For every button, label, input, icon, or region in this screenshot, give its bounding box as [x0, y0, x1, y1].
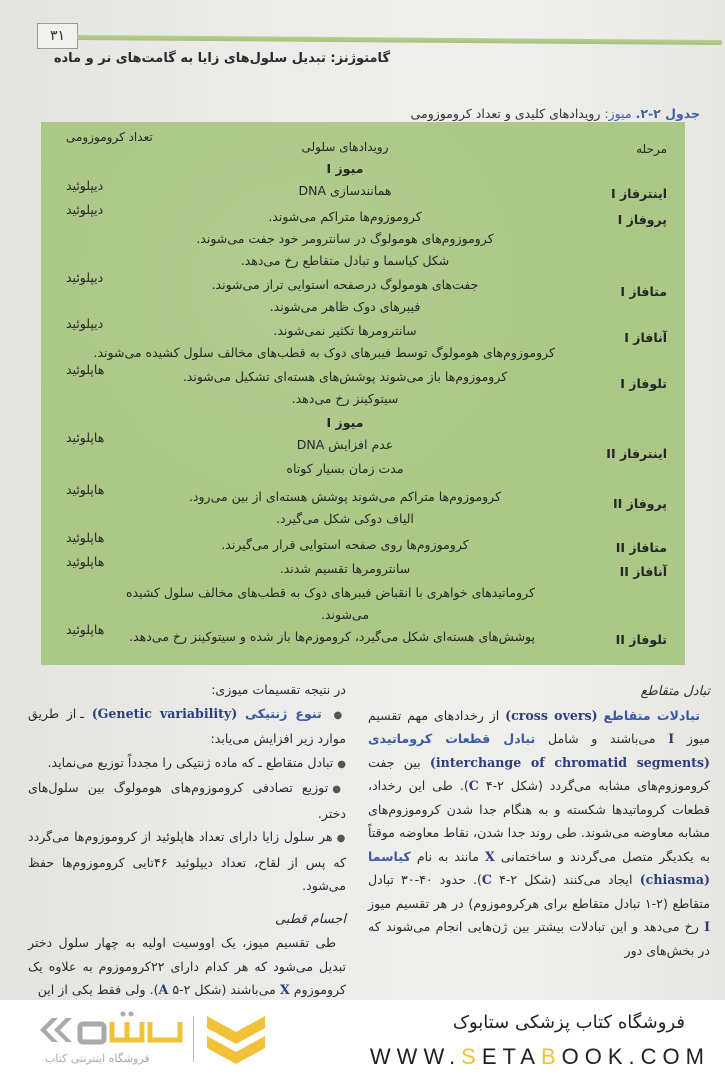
col-header-events: رویدادهای سلولی	[301, 140, 389, 154]
crossover-paragraph: تبادلات متقاطع (cross overs) از رخدادهای مهم تقسیم میوز I می‌باشند و شامل تبادل قطعات کروماتیدی (interchange of chromatid segments) بین جفت کروموزوم‌های مشابه می‌گردد (شکل C ۴-۲). طی این رخداد، قطعات کروماتیدها شکسته و به هنگام جدا شدن کروموزوم‌های مشابه معاوضه می‌شوند. طی روند جدا شدن، نقاط معاوضه موقتاً به یکدیگر متصل می‌گردند و ساختمانی X مانند به نام کیاسما (chiasma) ایجاد می‌کنند (شکل C ۴-۲). حدود ۴۰-۳۰ تبادل متقاطع (۲-۱ تبادل متقاطع برای هرکروموزوم) در هر تقسیم میوز I رخ می‌دهد و این تبادلات بیشتر بین ژن‌هایی انجام می‌شوند که در بخش‌های دور	[368, 707, 710, 958]
store-url[interactable]: WWW.SETABOOK.COM	[369, 1044, 710, 1069]
section-title-polar-bodies: اجسام قطبی	[274, 911, 346, 927]
left-column	[28, 678, 346, 1002]
right-column	[368, 680, 710, 962]
caption-label: جدول ۲-۲.	[635, 106, 700, 121]
col-header-stage: مرحله	[636, 142, 667, 156]
caption-text: رویدادهای کلیدی و تعداد کروموزومی	[410, 106, 601, 121]
meiosis-table: مرحله رویدادهای سلولی تعداد کروموزومی میوز I اینترفاز I همانندسازی DNA دیپلوئید پروفاز I کروموزوم‌ها متراکم می‌شوند. کروموزوم‌های هومولوگ در سانترومر خود جفت می‌شوند. شکل کیاسما و تبادل متقاطع رخ می‌دهد. دیپلوئید متافاز I جفت‌های هومولوگ درصفحه استوایی تراز می‌شوند. فیبرهای دوک ظاهر می‌شوند. دیپلوئید آنافاز I سانترومرها تکثیر نمی‌شوند. کروموزوم‌های هومولوگ توسط فیبرهای دوک به قطب‌های مخالف سلول کشیده می‌شوند. دیپلوئید تلوفاز I کروموزوم‌ها باز می‌شوند پوشش‌های هسته‌ای تشکیل می‌شوند. سیتوکینز رخ می‌دهد. هاپلوئید میوز I اینترفاز II عدم افزایش DNA مدت زمان بسیار کوتاه هاپلوئید پروفاز II کروموزوم‌ها متراکم می‌شوند پوشش هسته‌ای از بین می‌رود. الیاف دوکی شکل می‌گیرد. هاپلوئید متافاز II کروموزوم‌ها روی صفحه استوایی قرار می‌گیرند. هاپلوئید آنافاز II سانترومرها تقسیم شدند. کروماتیدهای خواهری با انقباض فیبرهای دوک به قطب‌های مخالف سلول کشیده می‌شوند. هاپلوئید تلوفاز II پوشش‌های هسته‌ای شکل می‌گیرد، کروموزم‌ها باز شده و سیتوکینز رخ می‌دهد. هاپلوئید	[41, 122, 685, 665]
bullet-genetic-variability: ● تنوع ژنتیکی (Genetic variability) ـ از طریق موارد زیر افزایش می‌یابد:	[28, 702, 346, 751]
running-title: گامتوژنز: تبدیل سلول‌های زایا به گامت‌های نر و ماده	[53, 51, 390, 66]
section-title-crossover: تبادل متقاطع	[640, 684, 710, 699]
store-name: فروشگاه کتاب پزشکی ستابوک	[452, 1012, 685, 1033]
results-intro: در نتیجه تقسیمات میوزی:	[211, 682, 346, 697]
setabook-chevron-icon	[205, 1012, 267, 1068]
table-caption	[411, 106, 700, 121]
polar-bodies-paragraph: طی تقسیم میوز، یک اووسیت اولیه به چهار سلول دختر تبدیل می‌شود که هر کدام دارای ۲۲کروموزوم به علاوه یک کروموزوم X می‌باشند (شکل A ۵-۲). ولی فقط یکی از این	[28, 935, 347, 997]
logo-divider	[193, 1016, 194, 1062]
bullet-crossover: ● تبادل متقاطع ـ که ماده ژنتیکی را مجدداً توزیع می‌نماید.	[28, 751, 346, 777]
caption-topic: میوز:	[604, 106, 632, 121]
col-header-count: تعداد کروموزومی	[66, 130, 153, 144]
header-rule	[77, 35, 722, 45]
store-footer-banner	[0, 1000, 725, 1080]
bullet-haploid: ● هر سلول زایا دارای تعداد هاپلوئید از کروموزوم‌ها می‌گردد که پس از لقاح، تعداد دیپلوئید ۴۶تایی کروموزوم‌ها حفظ می‌شود.	[28, 825, 346, 898]
setabook-logo-wordmark	[30, 1010, 190, 1050]
logo-subtitle: فروشگاه اینترنتی کتاب	[45, 1052, 150, 1065]
bullet-random-distribution: ● توزیع تصادفی کروموزوم‌های هومولوگ بین سلول‌های دختر.	[28, 776, 346, 825]
page-number: ۳۱	[37, 23, 78, 49]
